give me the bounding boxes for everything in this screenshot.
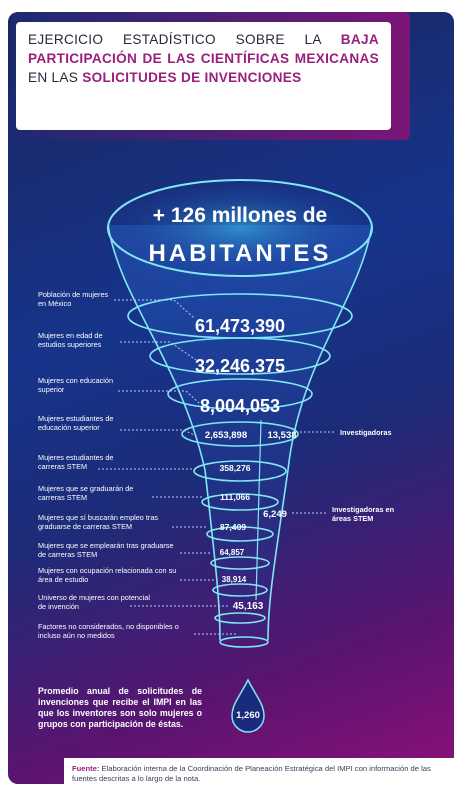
title-part-2: BAJA PARTICIPACIÓN DE LAS CIENTÍFICAS MEXICANAS [28,32,379,66]
promedio-text: Promedio anual de solicitudes de invenciones que recibe el IMPI en las que los inventores son solo mujeres o grupos con participación de éstas. [38,686,202,729]
source-footer [64,758,454,798]
label-graduaran: Mujeres que se graduarán de carreras STEM [38,484,134,502]
label-buscaran: Mujeres que sí buscarán empleo tras graduarse de carreras STEM [38,513,159,531]
value-buscaran: 87,409 [219,522,247,532]
label-ocupacion: Mujeres con ocupación relacionada con su área de estudio [38,566,177,584]
label-universo: Universo de mujeres con potencial de invención [38,593,150,611]
value-graduaran: 111,066 [219,492,251,502]
label-edad: Mujeres en edad de estudios superiores [38,331,103,349]
label-poblacion: Población de mujeres en México [38,290,109,308]
source-text: Elaboración interna de la Coordinación de Planeación Estratégica del IMPI con información de las fuentes descritas a lo largo de la nota. [72,764,431,783]
label-educacion: Mujeres con educación superior [38,376,114,394]
value-educacion-superior: 8,004,053 [199,396,281,416]
value-emplearan: 64,857 [219,548,245,557]
title-part-1: EJERCICIO ESTADÍSTICO SOBRE LA [28,32,341,47]
population-total-line1: + 126 millones de [152,204,328,227]
label-investigadoras: Investigadoras [340,428,392,437]
value-universo: 45,163 [232,601,264,612]
label-stem: Mujeres estudiantes de carreras STEM [38,453,114,471]
value-investigadoras-stem: 6,249 [263,509,287,520]
label-factores: Factores no considerados, no disponibles o incluso aún no medidos [38,622,179,640]
value-stem: 358,276 [219,463,251,473]
label-investigadoras-stem: Investigadoras en áreas STEM [332,505,395,523]
label-estudiantes: Mujeres estudiantes de educación superior [38,414,114,432]
population-total-line2: HABITANTES [148,240,332,267]
value-ocupacion: 38,914 [221,575,247,584]
value-edad-estudios: 32,246,375 [194,356,286,376]
title-part-3: EN LAS [28,70,83,85]
value-solicitudes: 1,260 [236,710,260,721]
value-investigadoras: 13,538 [267,430,297,441]
source-label: Fuente: [72,764,100,773]
title-part-4: SOLICITUDES DE INVENCIONES [82,70,302,85]
label-emplearan: Mujeres que se emplearán tras graduarse de carreras STEM [38,541,174,559]
value-estudiantes: 2,653,898 [204,430,248,441]
value-mujeres-mexico: 61,473,390 [194,316,286,336]
drop-icon [232,680,264,732]
